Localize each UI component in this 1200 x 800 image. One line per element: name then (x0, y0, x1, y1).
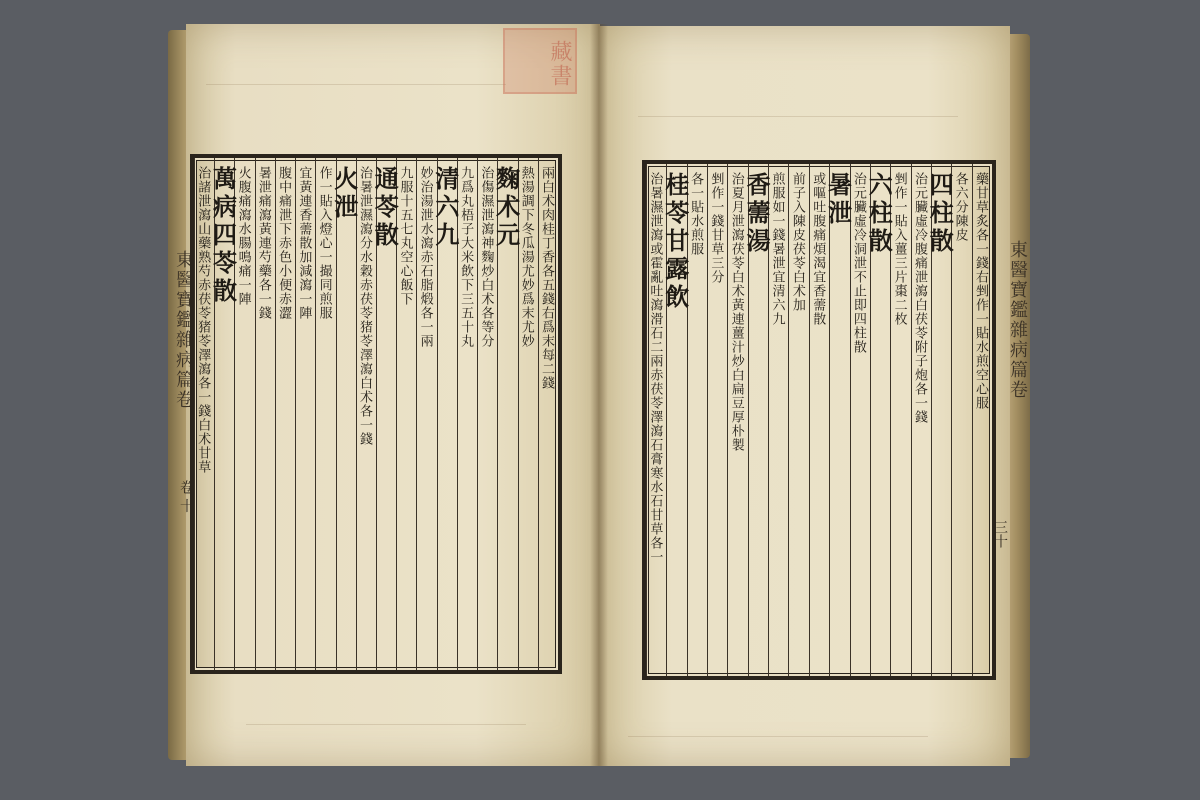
text-column: 或嘔吐腹痛煩渴宜香薷散 (809, 164, 829, 676)
text-column: 各六分陳皮 (951, 164, 971, 676)
text-column: 藥甘草炙各一錢右剉作一貼水煎空心服 (972, 164, 992, 676)
text-column: 火腹痛瀉水腸鳴痛一陣 (234, 158, 254, 670)
section-heading: 桂苓甘露飲 (666, 164, 686, 676)
text-column: 治暑泄濕瀉分水穀赤茯苓猪苓澤瀉白术各一錢 (356, 158, 376, 670)
left-folio: 卷 十 (178, 480, 194, 513)
right-margin-label: 東醫寶鑑雜病篇卷 (1007, 240, 1028, 400)
text-column: 治諸泄瀉山藥熟芍赤茯苓猪苓澤瀉各一錢白术甘草 (194, 158, 214, 670)
text-column: 暑泄痛瀉黃連芍藥各一錢 (255, 158, 275, 670)
text-column: 治元臟虛冷洞泄不止即四柱散 (850, 164, 870, 676)
section-heading: 麴术元 (497, 158, 517, 670)
text-column: 各一貼水煎服 (687, 164, 707, 676)
text-column: 剉作一錢甘草三分 (707, 164, 727, 676)
section-heading: 暑泄 (829, 164, 849, 676)
left-margin-label: 東醫寶鑑雜病篇卷 (173, 250, 194, 410)
text-column: 治夏月泄瀉茯苓白术黃連薑汁炒白扁豆厚朴製 (727, 164, 747, 676)
text-column: 九爲丸梧子大米飲下三五十丸 (457, 158, 477, 670)
section-heading: 通苓散 (376, 158, 396, 670)
ownership-seal (503, 28, 577, 94)
section-heading: 香薷湯 (748, 164, 768, 676)
left-text-frame (190, 154, 562, 674)
text-column: 妙治湯泄水瀉赤石脂煅各一兩 (416, 158, 436, 670)
text-column: 兩白术肉桂丁香各五錢右爲末每二錢 (538, 158, 558, 670)
right-folio: 三十 (992, 520, 1008, 548)
text-column: 治元臟虛冷腹痛泄瀉白茯苓附子炮各一錢 (911, 164, 931, 676)
text-column: 治傷濕泄瀉神麴炒白术各等分 (477, 158, 497, 670)
section-heading: 火泄 (336, 158, 356, 670)
section-heading: 清六九 (437, 158, 457, 670)
text-column: 前子入陳皮茯苓白术加 (788, 164, 808, 676)
right-text-frame (642, 160, 996, 680)
text-column: 熱湯調下冬瓜湯尤妙爲末尤妙 (518, 158, 538, 670)
text-column: 宜黃連香薷散加減瀉一陣 (295, 158, 315, 670)
seal-text: 藏書 (547, 40, 572, 88)
section-heading: 四柱散 (931, 164, 951, 676)
section-heading: 萬病四苓散 (214, 158, 234, 670)
book-gutter (590, 24, 608, 766)
text-column: 腹中痛泄下赤色小便赤澀 (275, 158, 295, 670)
text-column: 煎服如一錢暑泄宜清六九 (768, 164, 788, 676)
text-column: 治暑濕泄瀉或霍亂吐瀉滑石二兩赤茯苓澤瀉石膏寒水石甘草各一 (646, 164, 666, 676)
text-column: 剉作一貼入薑三片棗二枚 (890, 164, 910, 676)
section-heading: 六柱散 (870, 164, 890, 676)
text-column: 作一貼入燈心一撮同煎服 (315, 158, 335, 670)
text-column: 九服十五七丸空心飯下 (396, 158, 416, 670)
